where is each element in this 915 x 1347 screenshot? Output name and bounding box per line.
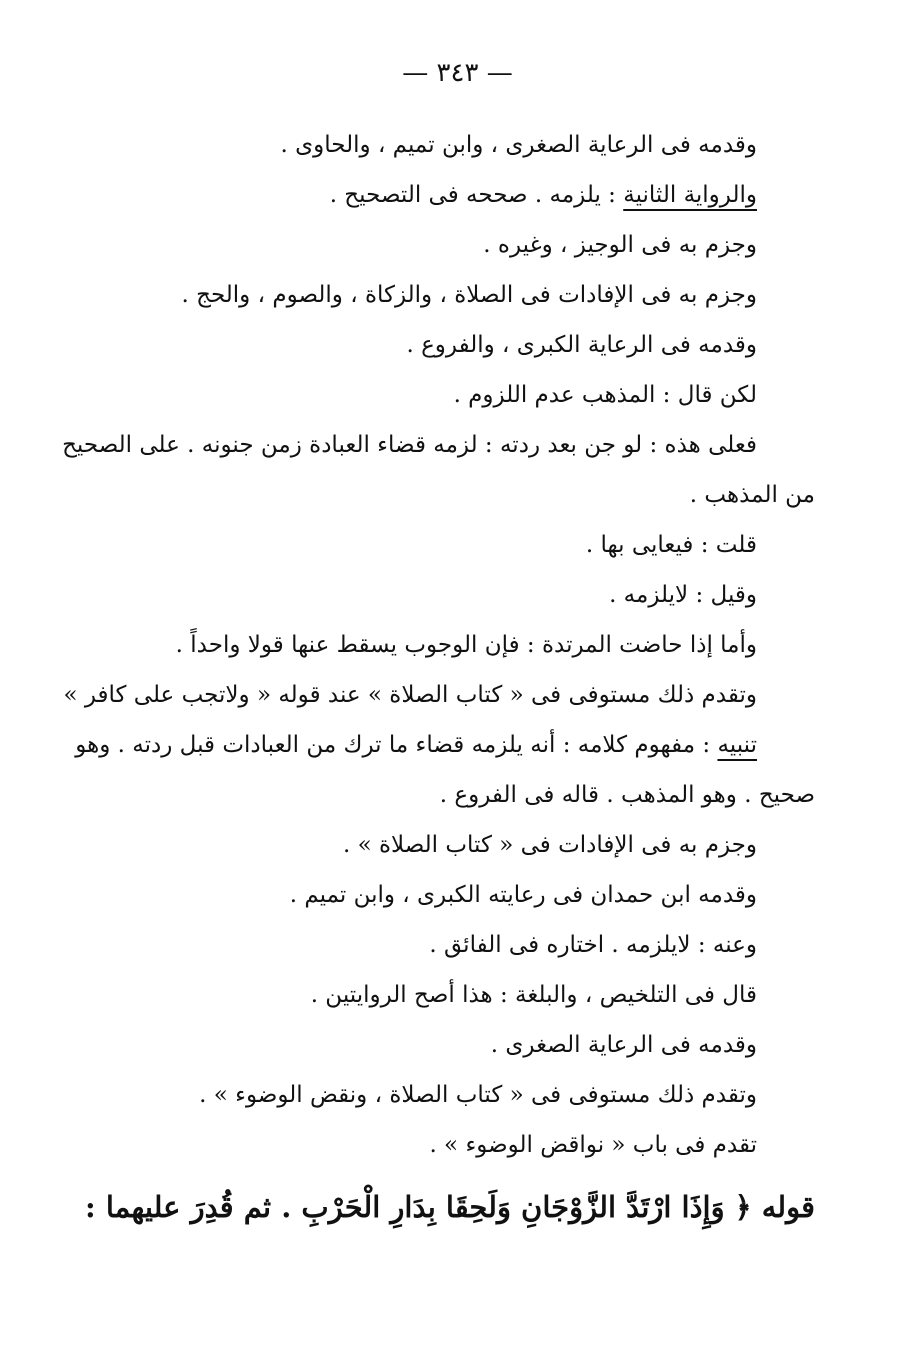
underlined-lead: والرواية الثانية [623, 182, 757, 208]
text-line: وقدمه فى الرعاية الصغرى . [490, 1032, 757, 1058]
text-line: صحيح . وهو المذهب . قاله فى الفروع . [439, 782, 815, 808]
text-line: من المذهب . [689, 482, 815, 508]
text-line: وجزم به فى الإفادات فى الصلاة ، والزكاة ، والصوم ، والحج . [181, 282, 757, 308]
text-line: وقدمه فى الرعاية الصغرى ، وابن تميم ، والحاوى . [280, 132, 757, 158]
line-remainder: : يلزمه . صححه فى التصحيح . [329, 182, 624, 208]
text-line: وقيل : لايلزمه . [609, 582, 757, 608]
text-line [75, 720, 815, 770]
text-line: وقدمه ابن حمدان فى رعايته الكبرى ، وابن تميم . [289, 882, 757, 908]
text-line: وتقدم ذلك مستوفى فى « كتاب الصلاة » عند قوله « ولاتجب على كافر » [63, 682, 757, 708]
text-line: قال فى التلخيص ، والبلغة : هذا أصح الروايتين . [310, 982, 757, 1008]
line-remainder: : مفهوم كلامه : أنه يلزمه قضاء ما ترك من العبادات قبل ردته . وهو [75, 732, 718, 758]
text-line: وقدمه فى الرعاية الكبرى ، والفروع . [406, 332, 757, 358]
page-number: — ٣٤٣ — [402, 58, 513, 88]
underlined-lead: تنبيه [717, 732, 757, 758]
text-line: فعلى هذه : لو جن بعد ردته : لزمه قضاء العبادة زمن جنونه . على الصحيح [62, 432, 757, 458]
text-line: وجزم به فى الوجيز ، وغيره . [483, 232, 757, 258]
text-line [150, 170, 815, 220]
text-line: وعنه : لايلزمه . اختاره فى الفائق . [429, 932, 757, 958]
text-line: لكن قال : المذهب عدم اللزوم . [453, 382, 757, 408]
text-line: وجزم به فى الإفادات فى « كتاب الصلاة » . [342, 832, 757, 858]
text-line: وتقدم ذلك مستوفى فى « كتاب الصلاة ، ونقض الوضوء » . [199, 1082, 757, 1108]
section-heading: قوله ﴿ وَإِذَا ارْتَدَّ الزَّوْجَانِ وَلَحِقَا بِدَارِ الْحَرْبِ . ثم قُدِرَ عليهما : [85, 1190, 815, 1224]
text-line: قلت : فيعايى بها . [585, 532, 757, 558]
main-text [62, 120, 815, 1238]
text-line: تقدم فى باب « نواقض الوضوء » . [429, 1132, 757, 1158]
text-line: وأما إذا حاضت المرتدة : فإن الوجوب يسقط عنها قولا واحداً . [175, 632, 757, 658]
